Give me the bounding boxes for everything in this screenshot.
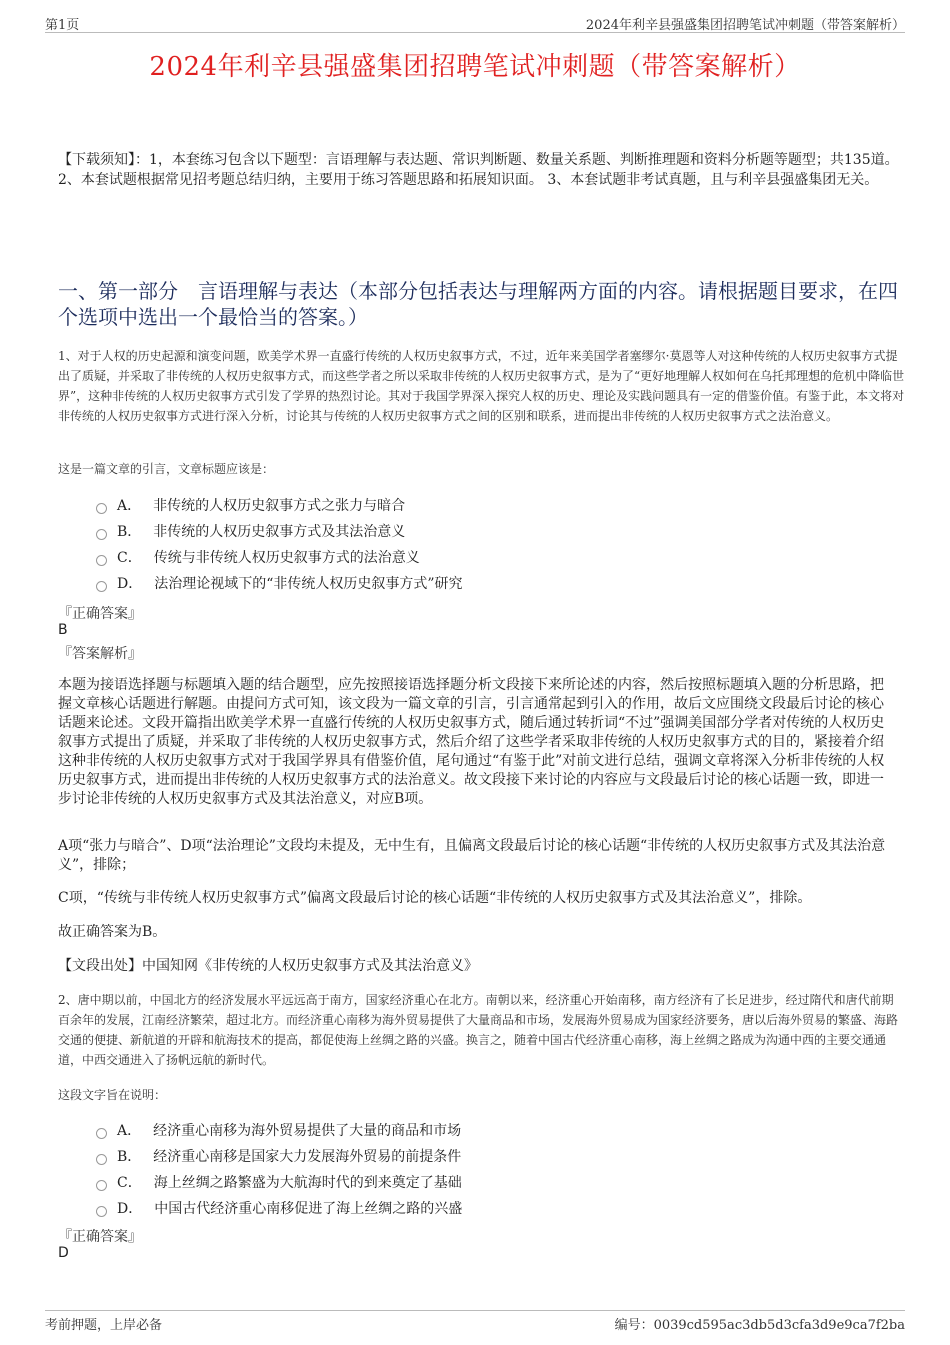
option-text: 中国古代经济重心南移促进了海上丝绸之路的兴盛 xyxy=(154,1201,463,1217)
radio-icon[interactable] xyxy=(96,1128,107,1139)
header-doc-title: 2024年利辛县强盛集团招聘笔试冲刺题（带答案解析） xyxy=(585,17,905,33)
radio-icon[interactable] xyxy=(96,1154,107,1165)
option-letter: A． xyxy=(117,498,142,514)
option-text: 非传统的人权历史叙事方式及其法治意义 xyxy=(153,524,406,540)
option-c[interactable] xyxy=(96,544,463,570)
footer-serial: 编号：0039cd595ac3db5d3cfa3d9e9ca7f2ba xyxy=(614,1318,905,1333)
question-2-options xyxy=(96,1117,462,1221)
option-letter: B． xyxy=(117,524,142,540)
option-text: 传统与非传统人权历史叙事方式的法治意义 xyxy=(153,550,420,566)
answer-label: 『正确答案』 xyxy=(58,606,142,622)
question-2-stem: 这段文字旨在说明： xyxy=(58,1088,167,1102)
document-title: 2024年利辛县强盛集团招聘笔试冲刺题（带答案解析） xyxy=(149,52,801,82)
footer-slogan: 考前押题，上岸必备 xyxy=(45,1318,163,1333)
question-1-text: 1、对于人权的历史起源和演变问题，欧美学术界一直盛行传统的人权历史叙事方式，不过，近年来美国学者塞缪尔·莫恩等人对这种传统的人权历史叙事方式提出了质疑，并采取了非传统的人权历史叙事方式，而这些学者之所以采取非传统的人权历史叙事方式，是为了“更好地理解人权如何在乌托邦理想的危机中降临世界”，这种非传统的人权历史叙事方式引发了学界的热烈讨论。其对于我国学界深入探究人权的历史、理论及实践问题具有一定的借鉴价值。有鉴于此，本文将对非传统的人权历史叙事方式进行深入分析，讨论其与传统的人权历史叙事方式之间的区别和联系，进而提出非传统的人权历史叙事方式之法治意义。 xyxy=(58,349,905,423)
page-number: 第1页 xyxy=(45,17,80,33)
option-text: 经济重心南移为海外贸易提供了大量的商品和市场 xyxy=(153,1123,462,1139)
source-citation: 【文段出处】中国知网《非传统的人权历史叙事方式及其法治意义》 xyxy=(58,958,478,974)
option-letter: A． xyxy=(117,1123,142,1139)
question-1-options xyxy=(96,492,463,596)
option-a[interactable] xyxy=(96,1117,462,1143)
option-d[interactable] xyxy=(96,570,463,596)
download-notice: 【下载须知】：1，本套练习包含以下题型：言语理解与表达题、常识判断题、数量关系题、判断推理题和资料分析题等题型；共135道。 2、本套试题根据常见招考题总结归纳，主要用于练习答题思路和拓展知识面。 3、本套试题非考试真题，且与利辛县强盛集团无关。 xyxy=(58,152,899,188)
option-letter: C． xyxy=(117,550,142,566)
option-letter: D． xyxy=(117,1201,143,1217)
page-footer xyxy=(45,1310,905,1333)
page-header xyxy=(45,14,905,33)
radio-icon[interactable] xyxy=(96,503,107,514)
option-a[interactable] xyxy=(96,492,463,518)
analysis-paragraph: 本题为接语选择题与标题填入题的结合题型，应先按照接语选择题分析文段接下来所论述的内容，然后按照标题填入题的分析思路，把握文章核心话题进行解题。由提问方式可知，该文段为一篇文章的引言，引言通常起到引入的作用，故后文应围绕文段最后讨论的核心话题来论述。文段开篇指出欧美学术界一直盛行传统的人权历史叙事方式，随后通过转折词“不过”强调美国部分学者对传统的人权历史叙事方式提出了质疑，并采取了非传统的人权历史叙事方式，然后介绍了这些学者采取非传统的人权历史叙事方式的目的，紧接着介绍这种非传统的人权历史叙事方式对于我国学界具有借鉴价值，尾句通过“有鉴于此”对前文进行总结，强调文章将深入分析非传统的人权历史叙事方式，进而提出非传统的人权历史叙事方式的法治意义。故文段接下来讨论的内容应与文段最后讨论的核心话题一致，即进一步讨论非传统的人权历史叙事方式及其法治意义，对应B项。 xyxy=(58,677,885,807)
option-letter: B． xyxy=(117,1149,142,1165)
answer-value: D xyxy=(58,1245,69,1261)
answer-value: B xyxy=(58,622,68,638)
analysis-paragraph: A项“张力与暗合”、D项“法治理论”文段均未提及，无中生有，且偏离文段最后讨论的核心话题“非传统的人权历史叙事方式及其法治意义”，排除； xyxy=(58,838,886,873)
option-c[interactable] xyxy=(96,1169,462,1195)
option-d[interactable] xyxy=(96,1195,462,1221)
option-text: 法治理论视域下的“非传统人权历史叙事方式”研究 xyxy=(154,576,463,592)
option-text: 非传统的人权历史叙事方式之张力与暗合 xyxy=(153,498,406,514)
question-2-text: 2、唐中期以前，中国北方的经济发展水平远远高于南方，国家经济重心在北方。南朝以来，经济重心开始南移，南方经济有了长足进步，经过隋代和唐代前期百余年的发展，江南经济繁荣，超过北方。而经济重心南移为海外贸易提供了大量商品和市场，发展海外贸易成为国家经济要务，唐以后海外贸易的繁盛、海路交通的便捷、新航道的开辟和航海技术的提高，都促使海上丝绸之路的兴盛。换言之，随着中国古代经济重心南移，海上丝绸之路成为沟通中西的主要交通通道，中西交通进入了扬帆远航的新时代。 xyxy=(58,993,899,1067)
option-letter: C． xyxy=(117,1175,142,1191)
radio-icon[interactable] xyxy=(96,581,107,592)
analysis-paragraph: C项，“传统与非传统人权历史叙事方式”偏离文段最后讨论的核心话题“非传统的人权历史叙事方式及其法治意义”，排除。 xyxy=(58,890,812,906)
question-1-stem: 这是一篇文章的引言，文章标题应该是： xyxy=(58,462,275,476)
answer-label: 『正确答案』 xyxy=(58,1229,142,1245)
radio-icon[interactable] xyxy=(96,1180,107,1191)
analysis-label: 『答案解析』 xyxy=(58,646,142,662)
radio-icon[interactable] xyxy=(96,555,107,566)
option-text: 经济重心南移是国家大力发展海外贸易的前提条件 xyxy=(153,1149,462,1165)
analysis-paragraph: 故正确答案为B。 xyxy=(58,924,167,940)
option-b[interactable] xyxy=(96,1143,462,1169)
option-text: 海上丝绸之路繁盛为大航海时代的到来奠定了基础 xyxy=(153,1175,462,1191)
section-title: 一、第一部分 言语理解与表达（本部分包括表达与理解两方面的内容。请根据题目要求，在四个选项中选出一个最恰当的答案。） xyxy=(58,279,898,329)
radio-icon[interactable] xyxy=(96,529,107,540)
radio-icon[interactable] xyxy=(96,1206,107,1217)
option-letter: D． xyxy=(117,576,143,592)
option-b[interactable] xyxy=(96,518,463,544)
